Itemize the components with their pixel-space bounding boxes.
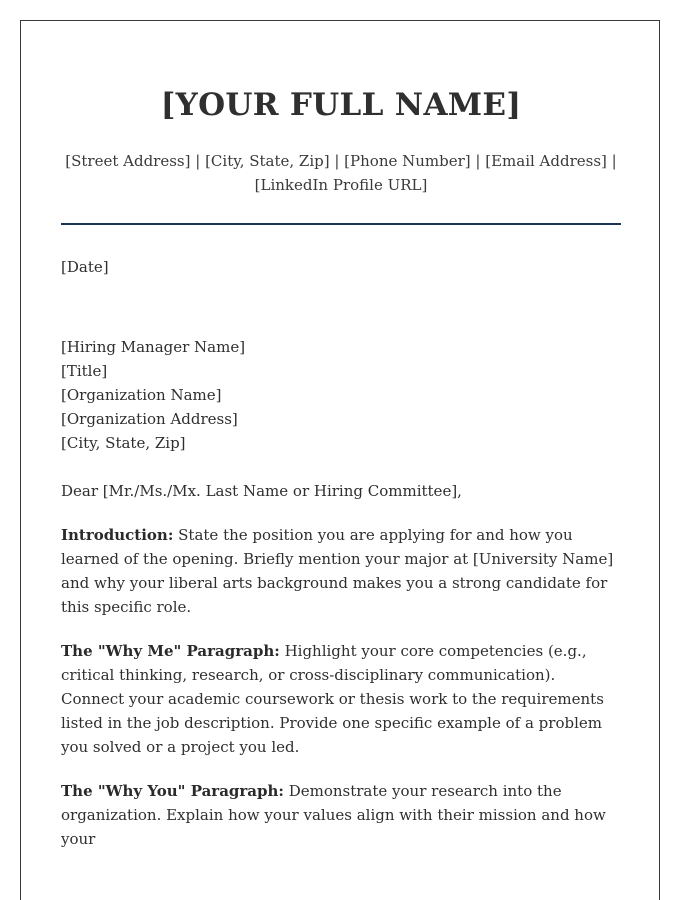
recipient-title: [Title] bbox=[61, 362, 108, 380]
paragraph-text: Highlight your core competencies (e.g., critical thinking, research, or cross-disciplinary communication). Connect your academic coursework or thesis work to the requirements listed in the job description. Provide one specific example of a problem you solved or a project you led. bbox=[61, 642, 604, 756]
paragraph-heading: Introduction: bbox=[61, 526, 174, 544]
recipient-block bbox=[61, 335, 621, 455]
contact-line-1: [Street Address] | [City, State, Zip] | [Phone Number] | [Email Address] | bbox=[65, 152, 617, 170]
contact-info bbox=[61, 149, 621, 197]
paragraph-text: Demonstrate your research into the organization. Explain how your values align with their mission and how your bbox=[61, 782, 606, 848]
header-divider bbox=[61, 223, 621, 225]
recipient-address: [Organization Address] bbox=[61, 410, 238, 428]
recipient-name: [Hiring Manager Name] bbox=[61, 338, 246, 356]
letter-date: [Date] bbox=[61, 258, 109, 276]
contact-line-2: [LinkedIn Profile URL] bbox=[254, 176, 428, 194]
recipient-organization: [Organization Name] bbox=[61, 386, 222, 404]
applicant-name: [YOUR FULL NAME] bbox=[160, 87, 522, 123]
recipient-city-state-zip: [City, State, Zip] bbox=[61, 434, 186, 452]
document-page bbox=[20, 20, 660, 900]
paragraph-text: State the position you are applying for and how you learned of the opening. Briefly mention your major at [University Name] and why your liberal arts background makes you a strong candidate for this specific role. bbox=[61, 526, 614, 616]
paragraph-why-you bbox=[61, 779, 621, 851]
paragraph-introduction bbox=[61, 523, 621, 619]
letter-content bbox=[61, 21, 621, 851]
paragraph-heading: The "Why Me" Paragraph: bbox=[61, 642, 280, 660]
salutation: Dear [Mr./Ms./Mx. Last Name or Hiring Committee], bbox=[61, 482, 462, 500]
paragraph-why-me bbox=[61, 639, 621, 759]
paragraph-heading: The "Why You" Paragraph: bbox=[61, 782, 284, 800]
